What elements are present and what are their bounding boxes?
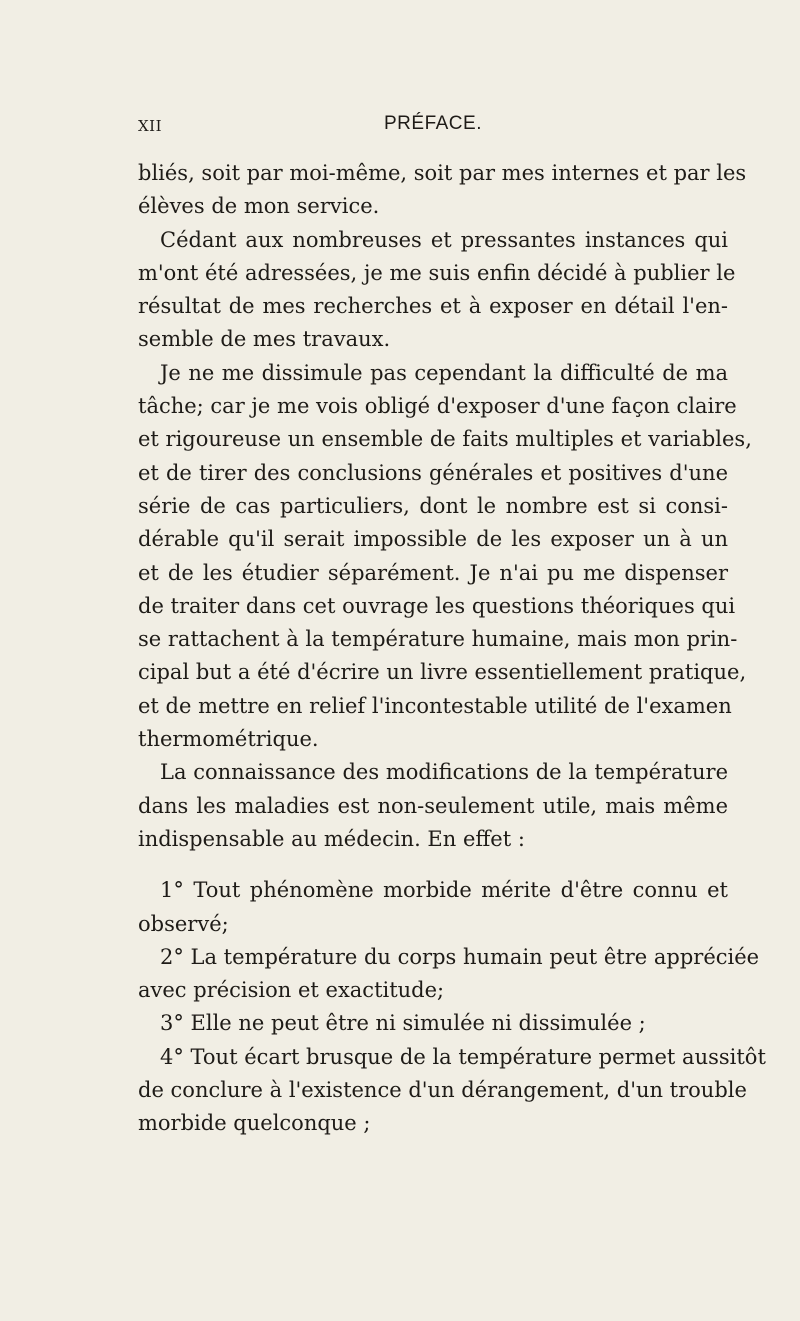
numbered-item <box>138 1007 728 1040</box>
text-line: de conclure à l'existence d'un dérangement, d'un trouble <box>138 1078 747 1103</box>
paragraph-gap <box>138 856 728 874</box>
text-line: résultat de mes recherches et à exposer en détail l'en- <box>138 294 728 319</box>
text-line: dans les maladies est non-seulement utile, mais même <box>138 793 728 818</box>
text-line: semble de mes travaux. <box>138 327 391 352</box>
paragraph <box>138 157 747 224</box>
text-line: observé; <box>138 911 229 936</box>
text-line: Cédant aux nombreuses et pressantes instances qui <box>160 227 728 252</box>
text-line: 1° Tout phénomène morbide mérite d'être connu et <box>160 878 728 903</box>
text-line: La connaissance des modifications de la température <box>160 760 728 785</box>
numbered-item <box>138 874 728 941</box>
numbered-item <box>138 1041 766 1141</box>
paragraph <box>138 224 736 357</box>
text-line: 4° Tout écart brusque de la température permet aussitôt <box>160 1044 766 1069</box>
text-line: avec précision et exactitude; <box>138 978 445 1003</box>
text-line: bliés, soit par moi-même, soit par mes internes et par les <box>138 161 747 185</box>
text-line: et de tirer des conclusions générales et positives d'une <box>138 460 728 485</box>
text-line: Je ne me dissimule pas cependant la difficulté de ma <box>160 360 728 385</box>
text-line: thermométrique. <box>138 727 319 752</box>
running-title: PRÉFACE. <box>384 113 482 134</box>
text-line: morbide quelconque ; <box>138 1111 371 1136</box>
text-line: se rattachent à la température humaine, mais mon prin- <box>138 627 738 652</box>
text-line: élèves de mon service. <box>138 194 380 219</box>
paragraph <box>138 357 752 757</box>
page-header <box>138 113 728 143</box>
paragraph <box>138 756 728 856</box>
text-line: indispensable au médecin. En effet : <box>138 826 525 851</box>
text-line: série de cas particuliers, dont le nombre est si consi- <box>138 493 728 518</box>
text-line: 3° Elle ne peut être ni simulée ni dissimulée ; <box>160 1011 646 1036</box>
text-line: dérable qu'il serait impossible de les exposer un à un <box>138 527 728 552</box>
text-line: tâche; car je me vois obligé d'exposer d'une façon claire <box>138 394 737 419</box>
text-line: et de les étudier séparément. Je n'ai pu me dispenser <box>138 560 728 585</box>
body-text <box>138 157 766 1141</box>
text-line: et rigoureuse un ensemble de faits multiples et variables, <box>138 427 752 452</box>
text-line: m'ont été adressées, je me suis enfin décidé à publier le <box>138 260 736 285</box>
text-line: et de mettre en relief l'incontestable utilité de l'examen <box>138 693 732 718</box>
text-line: de traiter dans cet ouvrage les questions théoriques qui <box>138 593 736 618</box>
page-number: XII <box>138 117 163 135</box>
text-line: 2° La température du corps humain peut être appréciée <box>160 944 760 969</box>
numbered-item <box>138 941 760 1008</box>
text-line: cipal but a été d'écrire un livre essentiellement pratique, <box>138 660 747 685</box>
